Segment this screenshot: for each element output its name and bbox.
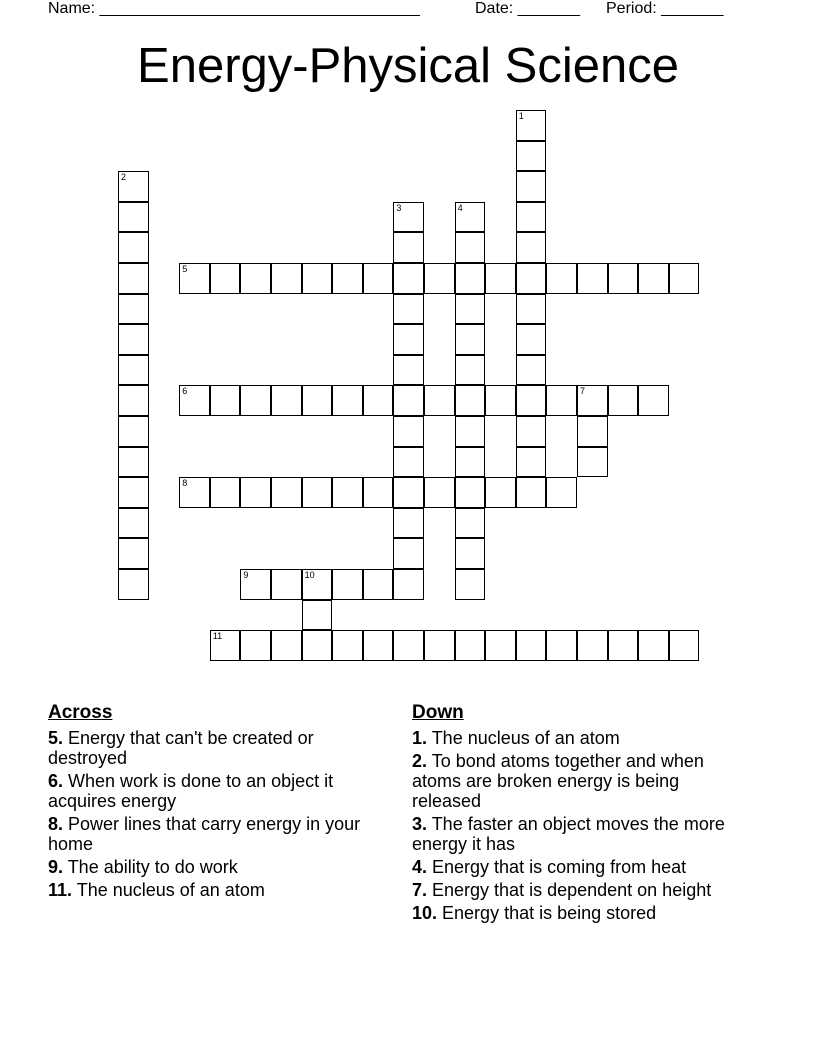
clue-number: 6 — [182, 386, 188, 397]
date-field-label: Date: _______ — [475, 0, 580, 17]
crossword-cell[interactable] — [118, 447, 149, 478]
crossword-cell[interactable] — [393, 324, 424, 355]
crossword-cell[interactable] — [516, 202, 547, 233]
crossword-cell[interactable] — [424, 630, 455, 661]
crossword-cell[interactable] — [179, 385, 210, 416]
crossword-cell[interactable] — [271, 630, 302, 661]
clue-number: 10 — [304, 570, 315, 580]
crossword-cell[interactable] — [118, 477, 149, 508]
crossword-cell[interactable] — [179, 263, 210, 294]
crossword-cell[interactable] — [455, 294, 486, 325]
crossword-cell[interactable] — [393, 630, 424, 661]
crossword-cell[interactable] — [546, 630, 577, 661]
period-field-label: Period: _______ — [606, 0, 724, 17]
crossword-cell[interactable] — [516, 141, 547, 172]
crossword-cell[interactable] — [240, 630, 271, 661]
clue-number: 3 — [396, 202, 402, 213]
across-clue — [48, 857, 393, 877]
crossword-cell[interactable] — [240, 569, 271, 600]
crossword-cell[interactable] — [516, 447, 547, 478]
clue-number: 4 — [457, 202, 463, 213]
clue-text: The nucleus of an atom — [72, 880, 265, 900]
crossword-cell[interactable] — [638, 385, 669, 416]
crossword-cell[interactable] — [516, 294, 547, 325]
crossword-cell[interactable] — [546, 263, 577, 294]
crossword-cell[interactable] — [393, 538, 424, 569]
down-clue — [412, 880, 752, 900]
crossword-cell[interactable] — [271, 263, 302, 294]
crossword-cell[interactable] — [455, 324, 486, 355]
crossword-cell[interactable] — [393, 355, 424, 386]
page-title: Energy-Physical Science — [137, 39, 679, 93]
clue-number: 2 — [121, 172, 127, 183]
crossword-cell[interactable] — [393, 202, 424, 233]
crossword-cell[interactable] — [118, 569, 149, 600]
crossword-cell[interactable] — [485, 385, 516, 416]
crossword-cell[interactable] — [271, 385, 302, 416]
crossword-cell[interactable] — [363, 630, 394, 661]
crossword-cell[interactable] — [118, 263, 149, 294]
crossword-cell[interactable] — [240, 477, 271, 508]
crossword-cell[interactable] — [516, 171, 547, 202]
down-clue — [412, 728, 752, 748]
down-clue — [412, 857, 752, 877]
crossword-cell[interactable] — [546, 477, 577, 508]
crossword-cell[interactable] — [118, 171, 149, 202]
crossword-cell[interactable] — [118, 294, 149, 325]
crossword-cell[interactable] — [608, 263, 639, 294]
crossword-cell[interactable] — [516, 355, 547, 386]
crossword-cell[interactable] — [455, 416, 486, 447]
crossword-cell[interactable] — [118, 232, 149, 263]
clue-text: Energy that can't be created or destroyed — [48, 728, 314, 768]
clue-text: The nucleus of an atom — [427, 728, 620, 748]
clue-text: The faster an object moves the more energy it has — [412, 814, 725, 854]
clue-number: 8. — [48, 814, 64, 834]
across-clue — [48, 814, 393, 854]
crossword-cell[interactable] — [669, 263, 700, 294]
clue-number: 11. — [48, 880, 73, 900]
crossword-cell[interactable] — [332, 477, 363, 508]
crossword-cell[interactable] — [455, 630, 486, 661]
crossword-cell[interactable] — [516, 263, 547, 294]
crossword-cell[interactable] — [302, 263, 333, 294]
crossword-cell[interactable] — [516, 416, 547, 447]
down-clue — [412, 751, 752, 811]
clue-text: To bond atoms together and when atoms are broken energy is being released — [412, 751, 704, 811]
name-field-label: Name: ____________________________________ — [48, 0, 420, 17]
crossword-cell[interactable] — [210, 263, 241, 294]
crossword-cell[interactable] — [424, 263, 455, 294]
crossword-cell[interactable] — [118, 508, 149, 539]
clue-number: 1 — [518, 111, 524, 121]
clue-text: Energy that is dependent on height — [427, 880, 712, 900]
crossword-cell[interactable] — [455, 508, 486, 539]
crossword-cell[interactable] — [577, 385, 608, 416]
clue-number: 4. — [412, 857, 428, 877]
clue-number: 8 — [182, 478, 188, 489]
crossword-cell[interactable] — [424, 385, 455, 416]
crossword-cell[interactable] — [516, 630, 547, 661]
clue-text: Power lines that carry energy in your home — [48, 814, 361, 854]
crossword-cell[interactable] — [577, 416, 608, 447]
crossword-cell[interactable] — [271, 477, 302, 508]
crossword-cell[interactable] — [516, 110, 547, 141]
clue-number: 10. — [412, 903, 438, 923]
crossword-cell[interactable] — [516, 232, 547, 263]
crossword-cell[interactable] — [118, 538, 149, 569]
crossword-cell[interactable] — [455, 263, 486, 294]
crossword-cell[interactable] — [363, 477, 394, 508]
crossword-cell[interactable] — [363, 385, 394, 416]
crossword-cell[interactable] — [516, 324, 547, 355]
crossword-cell[interactable] — [608, 385, 639, 416]
crossword-cell[interactable] — [669, 630, 700, 661]
crossword-cell[interactable] — [455, 232, 486, 263]
crossword-cell[interactable] — [516, 385, 547, 416]
crossword-cell[interactable] — [118, 355, 149, 386]
crossword-cell[interactable] — [638, 630, 669, 661]
clue-number: 5 — [182, 264, 188, 274]
crossword-cell[interactable] — [302, 630, 333, 661]
crossword-cell[interactable] — [455, 385, 486, 416]
clue-number: 5. — [48, 728, 64, 748]
crossword-cell[interactable] — [455, 569, 486, 600]
crossword-cell[interactable] — [516, 477, 547, 508]
crossword-cell[interactable] — [393, 294, 424, 325]
clue-text: Energy that is being stored — [437, 903, 657, 923]
crossword-cell[interactable] — [485, 263, 516, 294]
crossword-cell[interactable] — [302, 569, 333, 600]
crossword-cell[interactable] — [210, 630, 241, 661]
crossword-cell[interactable] — [302, 600, 333, 631]
across-clue — [48, 728, 393, 768]
clue-number: 3. — [412, 814, 428, 834]
crossword-cell[interactable] — [332, 263, 363, 294]
crossword-cell[interactable] — [424, 477, 455, 508]
crossword-cell[interactable] — [455, 355, 486, 386]
crossword-cell[interactable] — [455, 202, 486, 233]
crossword-cell[interactable] — [302, 477, 333, 508]
crossword-cell[interactable] — [393, 263, 424, 294]
crossword-cell[interactable] — [638, 263, 669, 294]
crossword-cell[interactable] — [332, 569, 363, 600]
across-clue — [48, 880, 393, 900]
clue-number: 6. — [48, 771, 64, 791]
crossword-cell[interactable] — [455, 538, 486, 569]
clue-number: 9. — [48, 857, 64, 877]
clue-number: 7 — [580, 386, 586, 397]
across-clues — [48, 703, 393, 903]
clue-text: The ability to do work — [63, 857, 238, 877]
clue-number: 1. — [412, 728, 428, 748]
crossword-cell[interactable] — [179, 477, 210, 508]
crossword-cell[interactable] — [210, 385, 241, 416]
clue-number: 2. — [412, 751, 428, 771]
crossword-cell[interactable] — [393, 477, 424, 508]
clue-number: 11 — [212, 631, 223, 642]
crossword-cell[interactable] — [485, 630, 516, 661]
crossword-cell[interactable] — [363, 263, 394, 294]
clue-number: 7. — [412, 880, 428, 900]
crossword-cell[interactable] — [118, 324, 149, 355]
clue-text: Energy that is coming from heat — [427, 857, 687, 877]
down-heading: Down — [412, 702, 464, 723]
crossword-cell[interactable] — [363, 569, 394, 600]
clue-number: 9 — [243, 570, 249, 580]
crossword-cell[interactable] — [210, 477, 241, 508]
crossword-cell[interactable] — [577, 447, 608, 478]
crossword-cell[interactable] — [393, 569, 424, 600]
crossword-cell[interactable] — [455, 447, 486, 478]
crossword-cell[interactable] — [240, 263, 271, 294]
crossword-cell[interactable] — [577, 630, 608, 661]
crossword-cell[interactable] — [577, 263, 608, 294]
crossword-cell[interactable] — [393, 447, 424, 478]
crossword-cell[interactable] — [393, 416, 424, 447]
crossword-cell[interactable] — [271, 569, 302, 600]
crossword-cell[interactable] — [118, 416, 149, 447]
across-heading: Across — [48, 702, 113, 723]
clue-text: When work is done to an object it acquires energy — [48, 771, 334, 811]
crossword-cell[interactable] — [118, 202, 149, 233]
down-clue — [412, 903, 752, 923]
crossword-cell[interactable] — [302, 385, 333, 416]
crossword-cell[interactable] — [240, 385, 271, 416]
crossword-cell[interactable] — [118, 385, 149, 416]
across-clue — [48, 771, 393, 811]
crossword-cell[interactable] — [332, 630, 363, 661]
crossword-cell[interactable] — [455, 477, 486, 508]
crossword-cell[interactable] — [393, 508, 424, 539]
crossword-cell[interactable] — [332, 385, 363, 416]
down-clues — [412, 703, 752, 926]
crossword-cell[interactable] — [485, 477, 516, 508]
crossword-cell[interactable] — [608, 630, 639, 661]
crossword-cell[interactable] — [393, 385, 424, 416]
crossword-cell[interactable] — [546, 385, 577, 416]
down-clue — [412, 814, 752, 854]
crossword-cell[interactable] — [393, 232, 424, 263]
